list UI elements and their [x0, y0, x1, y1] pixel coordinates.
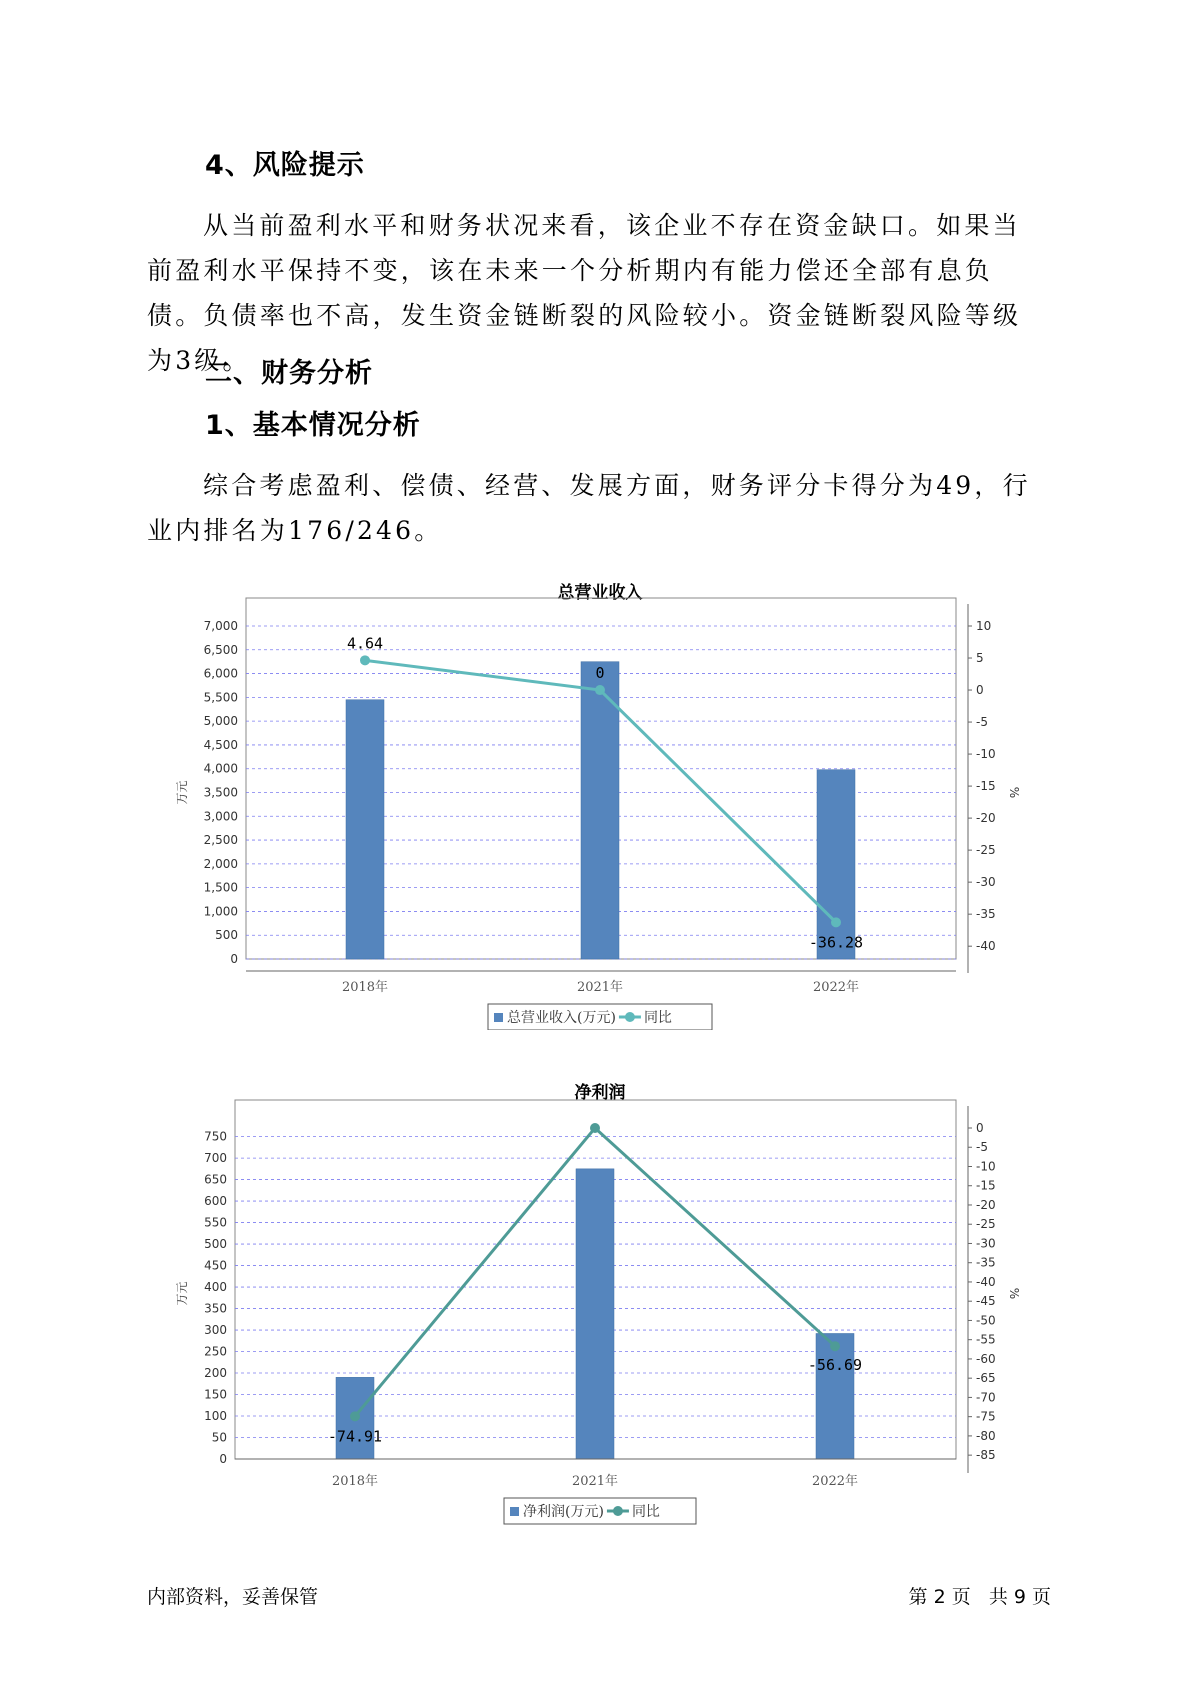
y-tick-label: 3,000 [203, 809, 238, 824]
y-tick-label: 500 [215, 928, 238, 943]
y-tick-label: 5,500 [203, 690, 238, 705]
y-tick-label: 200 [204, 1366, 227, 1381]
y-tick-label: 2,500 [203, 833, 238, 848]
bar [346, 700, 384, 959]
chart-title: 总营业收入 [557, 583, 643, 603]
financial-analysis-heading: 二、财务分析 [205, 358, 373, 389]
y2-tick-label: -60 [976, 1351, 996, 1366]
net-profit-chart [0, 1070, 1191, 1530]
data-label: -74.91 [327, 1427, 383, 1446]
y2-tick-label: -50 [976, 1313, 996, 1328]
x-tick-label: 2022年 [812, 980, 860, 995]
y2-tick-label: -30 [976, 1236, 996, 1251]
y-tick-label: 750 [204, 1129, 227, 1144]
y-tick-label: 150 [204, 1387, 227, 1402]
y-tick-label: 1,000 [203, 904, 238, 919]
y-tick-label: 50 [211, 1430, 227, 1445]
y2-tick-label: -70 [976, 1390, 996, 1405]
y-tick-label: 600 [204, 1194, 227, 1209]
yoy-point [595, 685, 605, 695]
legend-bar-label: 总营业收入(万元) [507, 1010, 616, 1026]
y2-tick-label: -15 [976, 779, 996, 794]
x-tick-label: 2021年 [571, 1474, 619, 1489]
y2-tick-label: -55 [976, 1332, 996, 1347]
y-tick-label: 400 [204, 1280, 227, 1295]
y2-tick-label: -35 [976, 907, 996, 922]
y-tick-label: 100 [204, 1409, 227, 1424]
x-tick-label: 2018年 [341, 980, 389, 995]
basic-analysis-heading: 1、基本情况分析 [205, 410, 421, 441]
yoy-point [360, 655, 370, 665]
bar [816, 1333, 854, 1459]
y-tick-label: 0 [230, 952, 238, 966]
risk-heading: 4、风险提示 [205, 150, 365, 181]
y2-tick-label: -20 [976, 811, 996, 826]
y-tick-label: 0 [219, 1452, 227, 1466]
y2-tick-label: -80 [976, 1428, 996, 1443]
y-tick-label: 6,500 [203, 642, 238, 657]
legend-line-label: 同比 [643, 1010, 672, 1026]
y-tick-label: 5,000 [203, 714, 238, 729]
y2-tick-label: -85 [976, 1448, 996, 1463]
chart-title: 净利润 [574, 1083, 626, 1103]
legend-bar-label: 净利润(万元) [523, 1504, 604, 1520]
y-tick-label: 500 [204, 1237, 227, 1252]
y-tick-label: 6,000 [203, 666, 238, 681]
y-tick-label: 4,500 [203, 737, 238, 752]
y-tick-label: 3,500 [203, 785, 238, 800]
y-tick-label: 350 [204, 1301, 227, 1316]
y-tick-label: 4,000 [203, 761, 238, 776]
x-tick-label: 2022年 [811, 1474, 859, 1489]
y-tick-label: 700 [204, 1151, 227, 1166]
legend-line-marker [613, 1506, 623, 1516]
y-tick-label: 1,500 [203, 880, 238, 895]
yoy-point [350, 1411, 360, 1421]
yoy-point [590, 1123, 600, 1133]
y2-tick-label: -65 [976, 1371, 996, 1386]
y2-tick-label: -75 [976, 1409, 996, 1424]
data-label: 4.64 [346, 634, 384, 653]
x-tick-label: 2021年 [576, 980, 624, 995]
y-tick-label: 250 [204, 1344, 227, 1359]
bar [576, 1169, 614, 1459]
y2-tick-label: 0 [976, 1121, 984, 1135]
y-tick-label: 7,000 [203, 619, 238, 633]
y2-tick-label: -10 [976, 747, 996, 762]
data-label: -36.28 [808, 933, 864, 952]
legend-line-marker [625, 1012, 635, 1022]
y2-tick-label: -35 [976, 1255, 996, 1270]
legend-bar-swatch [510, 1507, 519, 1516]
y2-tick-label: -25 [976, 843, 996, 858]
y-axis-title: 万元 [175, 780, 189, 805]
y-tick-label: 450 [204, 1258, 227, 1273]
y2-tick-label: 0 [976, 683, 984, 698]
data-label: -56.69 [807, 1356, 863, 1375]
y-tick-label: 650 [204, 1172, 227, 1187]
y-tick-label: 2,000 [203, 856, 238, 871]
y2-axis-title: % [1007, 1287, 1021, 1300]
y-tick-label: 550 [204, 1215, 227, 1230]
y2-tick-label: -45 [976, 1294, 996, 1309]
yoy-point [831, 917, 841, 927]
legend-line-label: 同比 [631, 1504, 660, 1520]
y-tick-label: 300 [204, 1323, 227, 1338]
legend-bar-swatch [494, 1013, 503, 1022]
footer-right: 第 2 页 共 9 页 [908, 1586, 1051, 1608]
bar [817, 770, 855, 959]
yoy-point [830, 1341, 840, 1351]
x-tick-label: 2018年 [331, 1474, 379, 1489]
bar [581, 662, 619, 959]
basic-analysis-paragraph: 综合考虑盈利、偿债、经营、发展方面，财务评分卡得分为49，行业内排名为176/246。 [147, 471, 1031, 545]
data-label: 0 [595, 664, 605, 683]
y-axis-title: 万元 [175, 1281, 189, 1306]
y2-tick-label: -10 [976, 1159, 996, 1174]
y2-tick-label: -5 [976, 715, 988, 730]
y2-axis-title: % [1007, 786, 1021, 799]
y2-tick-label: -40 [976, 939, 996, 954]
y2-tick-label: -20 [976, 1197, 996, 1212]
y2-tick-label: 10 [976, 619, 992, 633]
y2-tick-label: -5 [976, 1140, 988, 1155]
risk-paragraph: 从当前盈利水平和财务状况来看，该企业不存在资金缺口。如果当前盈利水平保持不变，该在未来一个分析期内有能力偿还全部有息负债。负债率也不高，发生资金链断裂的风险较小。资金链断裂风险等级为3级。 [147, 211, 1022, 375]
y2-tick-label: -30 [976, 875, 996, 890]
footer-left: 内部资料，妥善保管 [147, 1586, 319, 1608]
y2-tick-label: -15 [976, 1178, 996, 1193]
y2-tick-label: 5 [976, 651, 984, 666]
y2-tick-label: -25 [976, 1217, 996, 1232]
y2-tick-label: -40 [976, 1274, 996, 1289]
revenue-chart [0, 570, 1191, 1030]
